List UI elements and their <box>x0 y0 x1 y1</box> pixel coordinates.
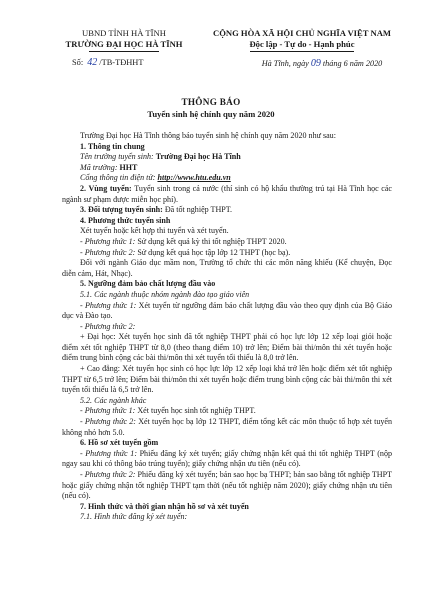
issuer-name: TRƯỜNG ĐẠI HỌC HÀ TĨNH <box>65 39 183 49</box>
section-2-text: Tuyển sinh trong cả nước (thí sinh có hộ khẩu thường trú tại Hà Tĩnh học các ngành sư phạm được miễn học phí). <box>62 183 392 204</box>
section-5-2-method-2-label: - Phương thức 2: <box>80 417 139 427</box>
section-4-method-1-label: - Phương thức 1: <box>80 236 138 246</box>
section-5-1-university: + Đại học: Xét tuyển học sinh đã tốt nghiệp THPT phải có học lực lớp 12 xếp loại giỏi hoặc điểm xét tốt nghiệp THPT từ 8,0 (theo thang điểm 10) trở lên; Điểm bài thi/môn thi xét tuyển hoặc điểm trung bình cộng các bài thi/môn thi xét tuyển tối thiểu là 8,0 trở lên. <box>62 332 392 363</box>
section-2-heading: 2. Vùng tuyển: <box>80 183 135 193</box>
section-5-1-method-1-label: - Phương thức 1: <box>80 300 139 310</box>
section-5-2-method-1-text: Xét tuyển học sinh tốt nghiệp THPT. <box>137 406 256 416</box>
section-5-1-heading: 5.1. Các ngành thuộc nhóm ngành đào tạo giáo viên <box>80 289 250 299</box>
school-code-line <box>62 163 392 174</box>
section-1-heading: 1. Thông tin chung <box>80 141 145 151</box>
section-2-paragraph <box>62 184 392 205</box>
section-6-method-1 <box>62 449 392 470</box>
section-3-text: Đã tốt nghiệp THPT. <box>164 205 233 215</box>
section-4-method-1-text: Sử dụng kết quả kỳ thi tốt nghiệp THPT 2020. <box>137 236 287 246</box>
national-name: CỘNG HÒA XÃ HỘI CHỦ NGHĨA VIỆT NAM <box>212 28 392 38</box>
school-name-line <box>62 152 392 163</box>
section-4-method-2-label: - Phương thức 2: <box>80 247 138 257</box>
section-3-paragraph <box>62 205 392 216</box>
section-6-method-2-text: Phiếu đăng ký xét tuyển; bản sao học bạ THPT; bản sao bằng tốt nghiệp THPT hoặc giấy chứng nhận tốt nghiệp THPT tạm thời (nếu tốt nghiệp năm 2020); giấy chứng nhận ưu tiên (nếu có). <box>62 470 392 501</box>
section-5-2-method-2-text: Xét tuyển học bạ lớp 12 THPT, điểm tổng kết các môn thuộc tổ hợp xét tuyển không nhỏ hơn 5.0. <box>62 417 392 437</box>
section-3-heading: 3. Đối tượng tuyển sinh: <box>80 205 165 215</box>
section-5-1-method-1 <box>62 301 392 322</box>
document-subtitle: Tuyển sinh hệ chính quy năm 2020 <box>147 109 275 119</box>
issuer-authority: UBND TỈNH HÀ TĨNH <box>82 28 166 38</box>
section-6-method-1-text: Phiếu đăng ký xét tuyển; giấy chứng nhận kết quả thi tốt nghiệp THPT (nộp ngay sau khi có thông báo trúng tuyển); giấy chứng nhận ưu tiên (nếu có). <box>62 448 392 469</box>
date-prefix: Hà Tĩnh, ngày <box>261 59 309 68</box>
section-7-1-heading: 7.1. Hình thức đăng ký xét tuyển: <box>80 512 188 522</box>
school-name-value: Trường Đại học Hà Tĩnh <box>155 152 241 162</box>
school-name-label: Tên trường tuyển sinh: <box>80 152 156 162</box>
issuer-underline <box>89 51 159 52</box>
issuer-header <box>44 28 204 68</box>
section-4-line-4: Đối với ngành Giáo dục mầm non, Trường tổ chức thi các môn năng khiếu (Kể chuyện, Đọc diễn cảm, Hát, Nhạc). <box>62 258 392 278</box>
portal-label: Cổng thông tin điện tử: <box>80 173 158 183</box>
section-4-line-1: Xét tuyển hoặc kết hợp thi tuyển và xét tuyển. <box>80 226 229 236</box>
national-motto: Độc lập - Tự do - Hạnh phúc <box>249 39 355 49</box>
intro-paragraph: Trường Đại học Hà Tĩnh thông báo tuyển sinh hệ chính quy năm 2020 như sau: <box>80 131 336 140</box>
section-5-2-method-2 <box>62 417 392 438</box>
date-day-handwritten: 09 <box>310 58 321 69</box>
portal-line <box>62 173 392 184</box>
section-4-method-1 <box>62 237 392 248</box>
section-6-method-2 <box>62 470 392 502</box>
portal-link[interactable]: http://www.htu.edu.vn <box>157 173 231 183</box>
section-6-method-2-label: - Phương thức 2: <box>80 470 138 479</box>
document-title: THÔNG BÁO <box>181 97 241 107</box>
school-code-value: HHT <box>119 162 138 172</box>
section-5-2-method-1 <box>62 406 392 417</box>
document-body <box>62 131 392 523</box>
national-header <box>192 28 412 69</box>
section-5-1-method-1-text: Xét tuyển từ ngưỡng đảm bảo chất lượng đầu vào theo quy định của Bộ Giáo dục và Đào tạo. <box>62 300 392 321</box>
section-5-1-method-2-label: - Phương thức 2: <box>80 321 136 331</box>
section-4-method-2-text: Sử dụng kết quả học tập lớp 12 THPT (học bạ). <box>137 247 291 257</box>
section-4-heading: 4. Phương thức tuyển sinh <box>80 215 171 225</box>
section-5-2-heading: 5.2. Các ngành khác <box>80 395 147 405</box>
section-5-2-method-1-label: - Phương thức 1: <box>80 406 138 416</box>
document-number <box>44 57 204 68</box>
section-5-1-college: + Cao đẳng: Xét tuyển học sinh có học lực lớp 12 xếp loại khá trở lên hoặc điểm xét tốt nghiệp THPT từ 6,5 trở lên; Điểm bài thi/môn thi xét tuyển hoặc điểm trung bình cộng các bài thi/môn thi xét tuyển tối thiểu là 6,5 trở lên. <box>62 364 392 395</box>
document-date <box>192 58 412 69</box>
document-number-prefix: Số: <box>72 58 84 67</box>
document-number-suffix: /TB-TĐHHT <box>99 58 144 67</box>
section-6-method-1-label: - Phương thức 1: <box>80 448 140 458</box>
motto-underline <box>250 51 354 52</box>
section-4-method-2 <box>62 248 392 259</box>
section-5-heading: 5. Ngưỡng đảm bảo chất lượng đầu vào <box>80 279 216 289</box>
date-suffix: tháng 6 năm 2020 <box>322 59 383 68</box>
school-code-label: Mã trường: <box>80 162 120 172</box>
section-6-heading: 6. Hồ sơ xét tuyển gồm <box>80 438 159 448</box>
section-7-heading: 7. Hình thức và thời gian nhận hồ sơ và xét tuyển <box>80 501 249 511</box>
document-number-handwritten: 42 <box>87 57 98 68</box>
